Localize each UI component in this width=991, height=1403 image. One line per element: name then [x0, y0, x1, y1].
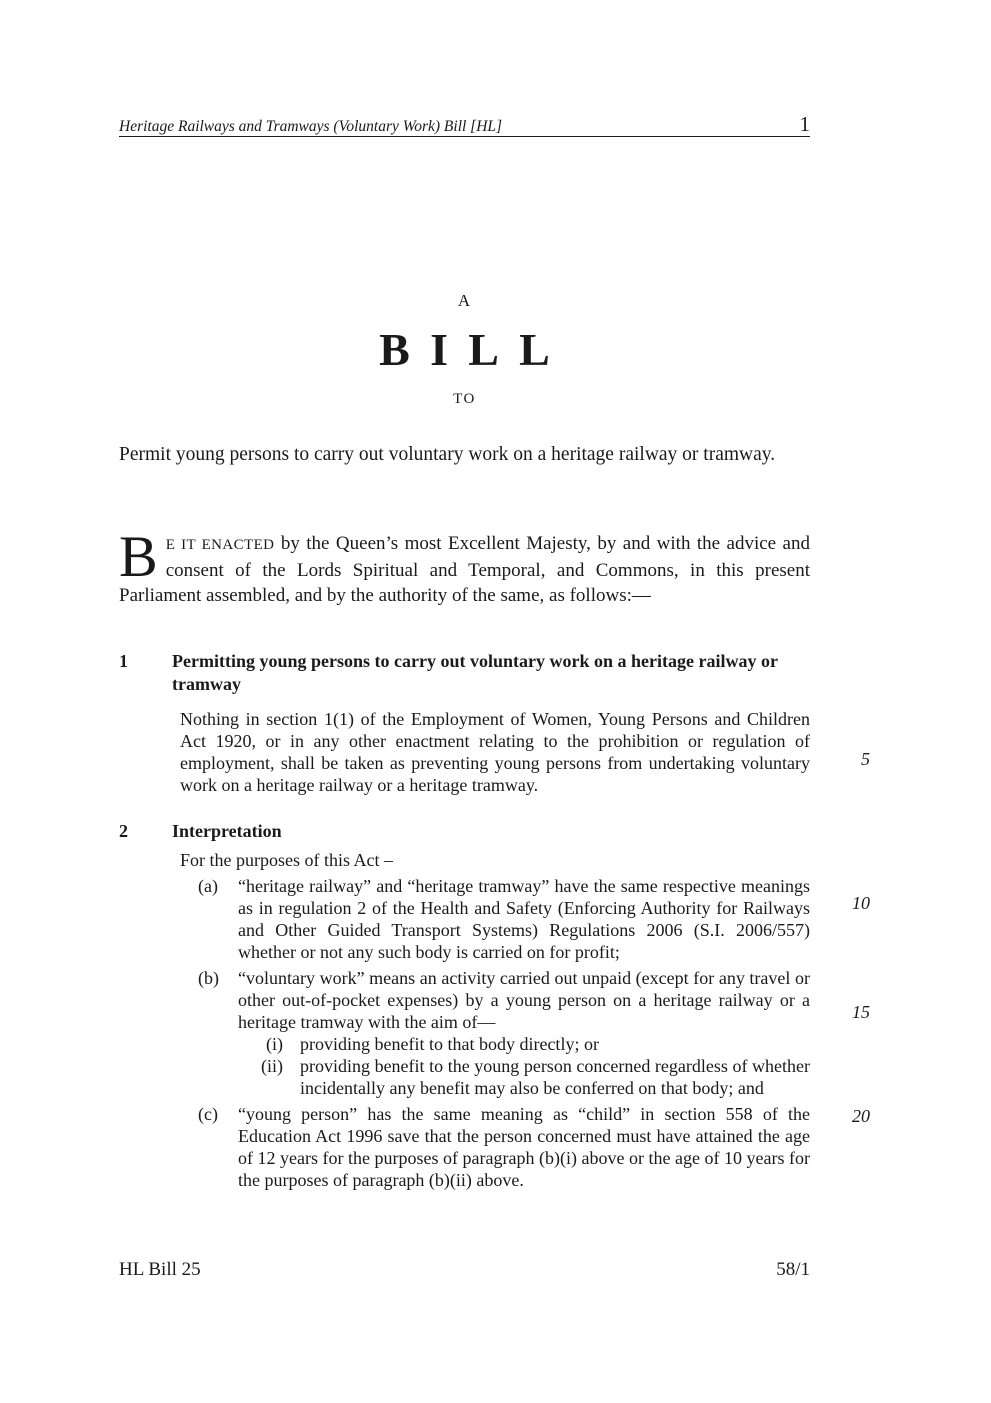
paragraph-b: [198, 967, 810, 1099]
paragraph-c-text: “young person” has the same meaning as “child” in section 558 of the Education Act 1996 save that the person concerned must have attained the age of 12 years for the purposes of paragraph (b)(i) above or the age of 10 years for the purposes of paragraph (b)(ii) above.: [238, 1104, 810, 1190]
paragraph-b-marker: (b): [198, 968, 219, 988]
footer-session-number: 58/1: [776, 1259, 810, 1280]
header-rule: [119, 136, 810, 137]
paragraph-b-body: [238, 967, 810, 1099]
paragraph-c: [198, 1103, 810, 1191]
paragraph-a-marker: (a): [198, 876, 218, 896]
page-number: 1: [799, 112, 810, 136]
section-1-number: 1: [119, 651, 128, 671]
margin-line-number-15: 15: [852, 1002, 870, 1022]
paragraph-a: [198, 875, 810, 963]
page-footer: [119, 1259, 810, 1281]
section-1: [119, 650, 810, 796]
section-2-title: Interpretation: [172, 821, 282, 841]
section-1-heading: [119, 650, 810, 696]
enacting-clause: [119, 524, 810, 608]
subparagraph-i: [260, 1033, 810, 1055]
header-title: Heritage Railways and Tramways (Voluntary Work) Bill [HL]: [119, 118, 503, 135]
subparagraph-ii-text: providing benefit to the young person concerned regardless of whether incidentally any benefit may also be conferred on that body; and: [300, 1056, 810, 1098]
section-1-title: Permitting young persons to carry out voluntary work on a heritage railway or tramway: [172, 651, 778, 694]
enacting-dropcap: B: [119, 524, 158, 589]
subparagraph-ii: [260, 1055, 810, 1099]
paragraph-b-text: “voluntary work” means an activity carried out unpaid (except for any travel or other out-of-pocket expenses) by a young person on a heritage railway or a heritage tramway with the aim of—: [238, 968, 810, 1032]
footer-bill-number: HL Bill 25: [119, 1259, 201, 1280]
paragraph-a-text: “heritage railway” and “heritage tramway” have the same respective meanings as in regulation 2 of the Health and Safety (Enforcing Authority for Railways and Other Guided Transport Systems) Regulations 2006 (S.I. 2006/557) whether or not any such body is carried on for profit;: [238, 876, 810, 962]
bill-head-to: TO: [453, 391, 476, 407]
subparagraph-i-marker: (i): [266, 1034, 283, 1054]
running-header: [119, 112, 810, 137]
bill-head: [119, 291, 810, 408]
section-2: [119, 820, 810, 1191]
margin-line-number-10: 10: [852, 893, 870, 913]
enacting-text: by the Queen’s most Excellent Majesty, by and with the advice and consent of the Lords Spiritual and Temporal, and Commons, in this present Parliament assembled, and by the authority of the same, as follows:—: [119, 533, 810, 606]
margin-line-number-5: 5: [861, 749, 870, 769]
sections: [119, 650, 810, 1191]
subparagraph-ii-marker: (ii): [261, 1056, 283, 1076]
bill-head-a: A: [457, 291, 472, 310]
section-2-intro: For the purposes of this Act –: [180, 850, 393, 870]
section-1-body: Nothing in section 1(1) of the Employment of Women, Young Persons and Children Act 1920, or in any other enactment relating to the prohibition or regulation of employment, shall be taken as preventing young persons from undertaking voluntary work on a heritage railway or a heritage tramway.: [180, 709, 810, 795]
long-title: Permit young persons to carry out voluntary work on a heritage railway or tramway.: [119, 444, 776, 465]
paragraph-c-marker: (c): [198, 1104, 218, 1124]
section-2-heading: [119, 820, 810, 843]
section-2-number: 2: [119, 821, 128, 841]
margin-line-number-20: 20: [852, 1106, 870, 1126]
enacting-smallcaps: E IT ENACTED: [165, 537, 275, 553]
subparagraph-i-text: providing benefit to that body directly; or: [300, 1034, 599, 1054]
bill-head-title: BILL: [379, 324, 571, 375]
